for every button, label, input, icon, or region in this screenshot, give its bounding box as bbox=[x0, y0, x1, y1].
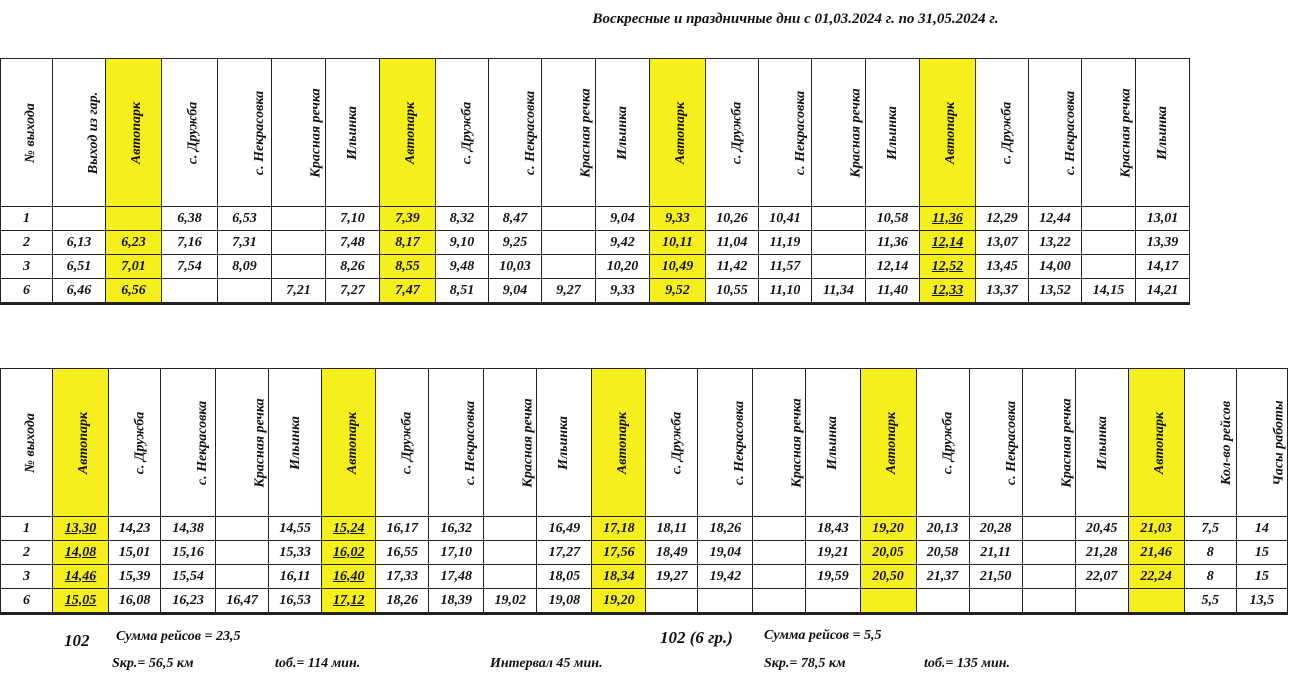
time-cell: 11,57 bbox=[759, 255, 812, 279]
time-cell bbox=[272, 231, 326, 255]
header-krasnaya-rechka bbox=[216, 369, 269, 517]
table-row bbox=[1, 541, 1288, 565]
exit-number-cell: 1 bbox=[1, 517, 53, 541]
time-cell: 14 bbox=[1236, 517, 1287, 541]
time-cell: 18,05 bbox=[537, 565, 592, 589]
header-label: Ильинка bbox=[1154, 105, 1170, 160]
time-cell: 13,5 bbox=[1236, 589, 1287, 614]
time-cell: 6,23 bbox=[106, 231, 162, 255]
time-cell: 17,56 bbox=[592, 541, 646, 565]
time-cell: 10,11 bbox=[650, 231, 706, 255]
header-avtopark bbox=[650, 59, 706, 207]
time-cell: 20,45 bbox=[1075, 517, 1128, 541]
time-cell bbox=[272, 207, 326, 231]
time-cell bbox=[1022, 541, 1075, 565]
time-cell: 20,50 bbox=[860, 565, 916, 589]
time-cell: 15,33 bbox=[269, 541, 322, 565]
time-cell: 22,07 bbox=[1075, 565, 1128, 589]
time-cell: 21,50 bbox=[969, 565, 1022, 589]
time-cell bbox=[812, 207, 866, 231]
turnaround-time-group6: tоб.= 135 мин. bbox=[924, 656, 1011, 671]
time-cell: 8 bbox=[1184, 565, 1236, 589]
header-label: с. Некрасовка bbox=[252, 90, 268, 175]
time-cell: 6,56 bbox=[106, 279, 162, 304]
time-cell bbox=[1082, 231, 1136, 255]
route-number: 102 bbox=[64, 631, 90, 650]
route-length-group6: Sкр.= 78,5 км bbox=[764, 656, 846, 671]
time-cell: 15,24 bbox=[322, 517, 376, 541]
time-cell: 11,10 bbox=[759, 279, 812, 304]
time-cell: 7,39 bbox=[380, 207, 436, 231]
header-krasnaya-rechka bbox=[542, 59, 596, 207]
header-druzhba bbox=[109, 369, 161, 517]
time-cell: 19,20 bbox=[592, 589, 646, 614]
time-cell: 6,53 bbox=[218, 207, 272, 231]
time-cell: 16,02 bbox=[322, 541, 376, 565]
time-cell: 16,47 bbox=[216, 589, 269, 614]
time-cell: 7,21 bbox=[272, 279, 326, 304]
time-cell: 16,17 bbox=[376, 517, 429, 541]
interval-text: Интервал 45 мин. bbox=[490, 656, 603, 671]
time-cell: 7,48 bbox=[326, 231, 380, 255]
header-label: Ильинка bbox=[1094, 415, 1110, 470]
time-cell bbox=[484, 541, 537, 565]
header-krasnaya-rechka bbox=[1082, 59, 1136, 207]
header-label: с. Дружба bbox=[459, 101, 475, 164]
time-cell: 12,52 bbox=[920, 255, 976, 279]
time-cell: 14,15 bbox=[1082, 279, 1136, 304]
time-cell: 17,27 bbox=[537, 541, 592, 565]
time-cell: 10,20 bbox=[596, 255, 650, 279]
time-cell: 8,32 bbox=[436, 207, 489, 231]
header-label: Ильинка bbox=[825, 415, 841, 470]
header-druzhba bbox=[706, 59, 759, 207]
time-cell bbox=[860, 589, 916, 614]
time-cell: 20,05 bbox=[860, 541, 916, 565]
time-cell: 14,46 bbox=[53, 565, 109, 589]
header-label: Ильинка bbox=[884, 105, 900, 160]
trips-sum-group6: Сумма рейсов = 5,5 bbox=[764, 628, 882, 643]
time-cell: 12,14 bbox=[920, 231, 976, 255]
time-cell: 7,54 bbox=[162, 255, 218, 279]
time-cell: 8,17 bbox=[380, 231, 436, 255]
time-cell: 18,49 bbox=[646, 541, 698, 565]
header-label: Красная речка bbox=[578, 87, 594, 178]
route-length: Sкр.= 56,5 км bbox=[112, 656, 194, 671]
table-row bbox=[1, 255, 1190, 279]
time-cell: 18,43 bbox=[806, 517, 860, 541]
time-cell: 6,46 bbox=[53, 279, 106, 304]
time-cell: 18,26 bbox=[376, 589, 429, 614]
time-cell: 9,25 bbox=[489, 231, 542, 255]
header-krasnaya-rechka bbox=[484, 369, 537, 517]
header-ilyinka bbox=[326, 59, 380, 207]
time-cell bbox=[1082, 207, 1136, 231]
time-cell: 7,01 bbox=[106, 255, 162, 279]
time-cell bbox=[53, 207, 106, 231]
time-cell: 14,23 bbox=[109, 517, 161, 541]
header-druzhba bbox=[916, 369, 969, 517]
time-cell: 16,40 bbox=[322, 565, 376, 589]
time-cell: 19,08 bbox=[537, 589, 592, 614]
header-label: Автопарк bbox=[345, 411, 361, 474]
time-cell: 19,20 bbox=[860, 517, 916, 541]
time-cell: 11,40 bbox=[866, 279, 920, 304]
time-cell bbox=[969, 589, 1022, 614]
time-cell: 21,28 bbox=[1075, 541, 1128, 565]
exit-number-cell: 2 bbox=[1, 541, 53, 565]
time-cell: 9,04 bbox=[489, 279, 542, 304]
time-cell: 17,12 bbox=[322, 589, 376, 614]
time-cell: 12,14 bbox=[866, 255, 920, 279]
time-cell: 14,08 bbox=[53, 541, 109, 565]
time-cell: 8,55 bbox=[380, 255, 436, 279]
time-cell: 7,27 bbox=[326, 279, 380, 304]
exit-number-cell: 1 bbox=[1, 207, 53, 231]
time-cell bbox=[162, 279, 218, 304]
time-cell: 14,00 bbox=[1029, 255, 1082, 279]
header-avtopark bbox=[322, 369, 376, 517]
exit-number-cell: 2 bbox=[1, 231, 53, 255]
time-cell bbox=[753, 565, 806, 589]
time-cell: 13,52 bbox=[1029, 279, 1082, 304]
time-cell: 6,51 bbox=[53, 255, 106, 279]
header-work-hours bbox=[1236, 369, 1287, 517]
header-avtopark bbox=[1128, 369, 1184, 517]
time-cell bbox=[106, 207, 162, 231]
header-ilyinka bbox=[806, 369, 860, 517]
time-cell: 8,26 bbox=[326, 255, 380, 279]
time-cell bbox=[753, 589, 806, 614]
header-label: Красная речка bbox=[790, 397, 806, 488]
header-label: с. Дружба bbox=[999, 101, 1015, 164]
header-label: Ильинка bbox=[614, 105, 630, 160]
time-cell: 9,33 bbox=[596, 279, 650, 304]
header-ilyinka bbox=[866, 59, 920, 207]
header-druzhba bbox=[376, 369, 429, 517]
header-label: Ильинка bbox=[556, 415, 572, 470]
header-label: Красная речка bbox=[1059, 397, 1075, 488]
header-label: Автопарк bbox=[615, 411, 631, 474]
time-cell: 11,34 bbox=[812, 279, 866, 304]
time-cell: 18,39 bbox=[429, 589, 484, 614]
table-row bbox=[1, 565, 1288, 589]
header-label: с. Некрасовка bbox=[1063, 90, 1079, 175]
time-cell: 21,37 bbox=[916, 565, 969, 589]
time-cell: 14,55 bbox=[269, 517, 322, 541]
header-label: с. Некрасовка bbox=[1003, 400, 1019, 485]
header-label: Ильинка bbox=[344, 105, 360, 160]
header-label: Выход из гар. bbox=[86, 91, 102, 174]
time-cell: 15 bbox=[1236, 565, 1287, 589]
table-row bbox=[1, 589, 1288, 614]
exit-number-cell: 3 bbox=[1, 255, 53, 279]
route-number-group6: 102 (6 гр.) bbox=[660, 628, 733, 647]
time-cell bbox=[753, 541, 806, 565]
time-cell bbox=[542, 231, 596, 255]
time-cell: 8,47 bbox=[489, 207, 542, 231]
header-label: Ильинка bbox=[288, 415, 304, 470]
time-cell bbox=[698, 589, 753, 614]
time-cell: 13,45 bbox=[976, 255, 1029, 279]
time-cell bbox=[216, 541, 269, 565]
time-cell: 16,53 bbox=[269, 589, 322, 614]
time-cell: 17,18 bbox=[592, 517, 646, 541]
header-label: Кол-во рейсов bbox=[1218, 400, 1234, 485]
header-label: Автопарк bbox=[673, 101, 689, 164]
header-ilyinka bbox=[596, 59, 650, 207]
header-avtopark bbox=[53, 369, 109, 517]
header-label: Автопарк bbox=[943, 101, 959, 164]
time-cell: 10,55 bbox=[706, 279, 759, 304]
time-cell: 16,08 bbox=[109, 589, 161, 614]
header-ilyinka bbox=[1136, 59, 1190, 207]
header-label: с. Дружба bbox=[132, 411, 148, 474]
time-cell: 12,44 bbox=[1029, 207, 1082, 231]
time-cell bbox=[1075, 589, 1128, 614]
time-cell bbox=[484, 517, 537, 541]
header-row bbox=[1, 59, 1190, 207]
time-cell bbox=[812, 231, 866, 255]
time-cell bbox=[216, 565, 269, 589]
time-cell: 19,27 bbox=[646, 565, 698, 589]
header-label: с. Дружба bbox=[729, 101, 745, 164]
header-druzhba bbox=[646, 369, 698, 517]
time-cell: 13,37 bbox=[976, 279, 1029, 304]
header-avtopark bbox=[380, 59, 436, 207]
exit-number-cell: 6 bbox=[1, 279, 53, 304]
time-cell: 15,01 bbox=[109, 541, 161, 565]
time-cell: 9,04 bbox=[596, 207, 650, 231]
time-cell bbox=[806, 589, 860, 614]
time-cell: 6,38 bbox=[162, 207, 218, 231]
header-druzhba bbox=[436, 59, 489, 207]
time-cell bbox=[1082, 255, 1136, 279]
time-cell bbox=[1128, 589, 1184, 614]
header-nekrasovka bbox=[489, 59, 542, 207]
time-cell: 8,09 bbox=[218, 255, 272, 279]
turnaround-time: tоб.= 114 мин. bbox=[275, 656, 361, 671]
header-label: № выхода bbox=[22, 412, 38, 473]
time-cell: 11,42 bbox=[706, 255, 759, 279]
table-row bbox=[1, 231, 1190, 255]
time-cell: 7,16 bbox=[162, 231, 218, 255]
time-cell: 19,02 bbox=[484, 589, 537, 614]
time-cell: 13,22 bbox=[1029, 231, 1082, 255]
header-label: с. Некрасовка bbox=[732, 400, 748, 485]
time-cell: 10,49 bbox=[650, 255, 706, 279]
time-cell: 11,36 bbox=[920, 207, 976, 231]
time-cell: 19,04 bbox=[698, 541, 753, 565]
header-label: № выхода bbox=[22, 102, 38, 163]
time-cell: 18,26 bbox=[698, 517, 753, 541]
header-nekrasovka bbox=[161, 369, 216, 517]
time-cell: 15 bbox=[1236, 541, 1287, 565]
header-label: с. Некрасовка bbox=[793, 90, 809, 175]
time-cell: 14,38 bbox=[161, 517, 216, 541]
time-cell: 14,17 bbox=[1136, 255, 1190, 279]
time-cell: 21,11 bbox=[969, 541, 1022, 565]
trips-sum: Сумма рейсов = 23,5 bbox=[116, 629, 241, 644]
time-cell: 13,01 bbox=[1136, 207, 1190, 231]
header-druzhba bbox=[976, 59, 1029, 207]
time-cell: 12,29 bbox=[976, 207, 1029, 231]
time-cell bbox=[542, 207, 596, 231]
time-cell bbox=[542, 255, 596, 279]
time-cell bbox=[646, 589, 698, 614]
header-label: с. Некрасовка bbox=[463, 400, 479, 485]
time-cell: 9,52 bbox=[650, 279, 706, 304]
header-nekrasovka bbox=[1029, 59, 1082, 207]
header-nekrasovka bbox=[218, 59, 272, 207]
time-cell: 15,54 bbox=[161, 565, 216, 589]
schedule-table-morning bbox=[0, 58, 1190, 305]
time-cell: 16,11 bbox=[269, 565, 322, 589]
header-trip-count bbox=[1184, 369, 1236, 517]
time-cell: 11,04 bbox=[706, 231, 759, 255]
time-cell: 19,42 bbox=[698, 565, 753, 589]
time-cell: 10,26 bbox=[706, 207, 759, 231]
time-cell bbox=[216, 517, 269, 541]
time-cell: 15,05 bbox=[53, 589, 109, 614]
time-cell: 7,10 bbox=[326, 207, 380, 231]
time-cell: 9,33 bbox=[650, 207, 706, 231]
time-cell: 16,32 bbox=[429, 517, 484, 541]
time-cell: 20,58 bbox=[916, 541, 969, 565]
header-label: с. Дружба bbox=[185, 101, 201, 164]
time-cell: 15,16 bbox=[161, 541, 216, 565]
page-title: Воскресные и праздничные дни с 01,03.2024 г. по 31,05.2024 г. bbox=[592, 11, 999, 27]
header-label: Красная речка bbox=[848, 87, 864, 178]
header-label: с. Некрасовка bbox=[195, 400, 211, 485]
header-krasnaya-rechka bbox=[272, 59, 326, 207]
time-cell: 19,21 bbox=[806, 541, 860, 565]
header-label: с. Дружба bbox=[399, 411, 415, 474]
time-cell: 20,28 bbox=[969, 517, 1022, 541]
header-label: с. Дружба bbox=[669, 411, 685, 474]
time-cell: 11,19 bbox=[759, 231, 812, 255]
time-cell: 13,07 bbox=[976, 231, 1029, 255]
header-label: Автопарк bbox=[403, 101, 419, 164]
time-cell: 20,13 bbox=[916, 517, 969, 541]
time-cell: 8,51 bbox=[436, 279, 489, 304]
header-ilyinka bbox=[537, 369, 592, 517]
time-cell: 8 bbox=[1184, 541, 1236, 565]
table-row bbox=[1, 517, 1288, 541]
time-cell bbox=[1022, 517, 1075, 541]
header-label: Автопарк bbox=[1151, 411, 1167, 474]
time-cell: 10,41 bbox=[759, 207, 812, 231]
header-avtopark bbox=[860, 369, 916, 517]
time-cell: 18,11 bbox=[646, 517, 698, 541]
time-cell: 9,10 bbox=[436, 231, 489, 255]
time-cell bbox=[753, 517, 806, 541]
header-avtopark bbox=[920, 59, 976, 207]
header-label: Часы работы bbox=[1271, 399, 1287, 486]
header-druzhba bbox=[162, 59, 218, 207]
time-cell: 21,46 bbox=[1128, 541, 1184, 565]
header-label: с. Дружба bbox=[939, 411, 955, 474]
time-cell bbox=[1022, 565, 1075, 589]
time-cell: 15,39 bbox=[109, 565, 161, 589]
header-exit-number bbox=[1, 369, 53, 517]
header-avtopark bbox=[592, 369, 646, 517]
header-label: Автопарк bbox=[883, 411, 899, 474]
exit-number-cell: 3 bbox=[1, 565, 53, 589]
time-cell: 18,34 bbox=[592, 565, 646, 589]
time-cell bbox=[812, 255, 866, 279]
header-label: Автопарк bbox=[76, 411, 92, 474]
exit-number-cell: 6 bbox=[1, 589, 53, 614]
header-krasnaya-rechka bbox=[1022, 369, 1075, 517]
header-label: Красная речка bbox=[308, 87, 324, 178]
time-cell: 5,5 bbox=[1184, 589, 1236, 614]
header-nekrasovka bbox=[429, 369, 484, 517]
header-depot-exit bbox=[53, 59, 106, 207]
header-ilyinka bbox=[269, 369, 322, 517]
time-cell: 22,24 bbox=[1128, 565, 1184, 589]
header-exit-number bbox=[1, 59, 53, 207]
time-cell: 19,59 bbox=[806, 565, 860, 589]
header-row bbox=[1, 369, 1288, 517]
time-cell: 9,27 bbox=[542, 279, 596, 304]
header-nekrasovka bbox=[698, 369, 753, 517]
time-cell: 21,03 bbox=[1128, 517, 1184, 541]
time-cell: 16,49 bbox=[537, 517, 592, 541]
time-cell: 12,33 bbox=[920, 279, 976, 304]
time-cell: 16,23 bbox=[161, 589, 216, 614]
header-nekrasovka bbox=[759, 59, 812, 207]
time-cell: 11,36 bbox=[866, 231, 920, 255]
header-label: Красная речка bbox=[252, 397, 268, 488]
header-label: Красная речка bbox=[520, 397, 536, 488]
header-label: с. Некрасовка bbox=[523, 90, 539, 175]
header-nekrasovka bbox=[969, 369, 1022, 517]
time-cell bbox=[484, 565, 537, 589]
time-cell: 6,13 bbox=[53, 231, 106, 255]
time-cell bbox=[1022, 589, 1075, 614]
header-ilyinka bbox=[1075, 369, 1128, 517]
time-cell bbox=[218, 279, 272, 304]
time-cell: 10,03 bbox=[489, 255, 542, 279]
header-label: Красная речка bbox=[1118, 87, 1134, 178]
time-cell: 10,58 bbox=[866, 207, 920, 231]
header-krasnaya-rechka bbox=[812, 59, 866, 207]
time-cell: 7,5 bbox=[1184, 517, 1236, 541]
time-cell bbox=[272, 255, 326, 279]
table-row bbox=[1, 207, 1190, 231]
time-cell: 13,39 bbox=[1136, 231, 1190, 255]
header-label: Автопарк bbox=[129, 101, 145, 164]
header-avtopark bbox=[106, 59, 162, 207]
schedule-table-evening bbox=[0, 368, 1288, 615]
time-cell: 17,48 bbox=[429, 565, 484, 589]
time-cell: 7,47 bbox=[380, 279, 436, 304]
time-cell: 9,48 bbox=[436, 255, 489, 279]
time-cell: 16,55 bbox=[376, 541, 429, 565]
time-cell: 9,42 bbox=[596, 231, 650, 255]
time-cell: 7,31 bbox=[218, 231, 272, 255]
time-cell bbox=[916, 589, 969, 614]
time-cell: 17,10 bbox=[429, 541, 484, 565]
table-row bbox=[1, 279, 1190, 304]
header-krasnaya-rechka bbox=[753, 369, 806, 517]
time-cell: 17,33 bbox=[376, 565, 429, 589]
time-cell: 13,30 bbox=[53, 517, 109, 541]
time-cell: 14,21 bbox=[1136, 279, 1190, 304]
